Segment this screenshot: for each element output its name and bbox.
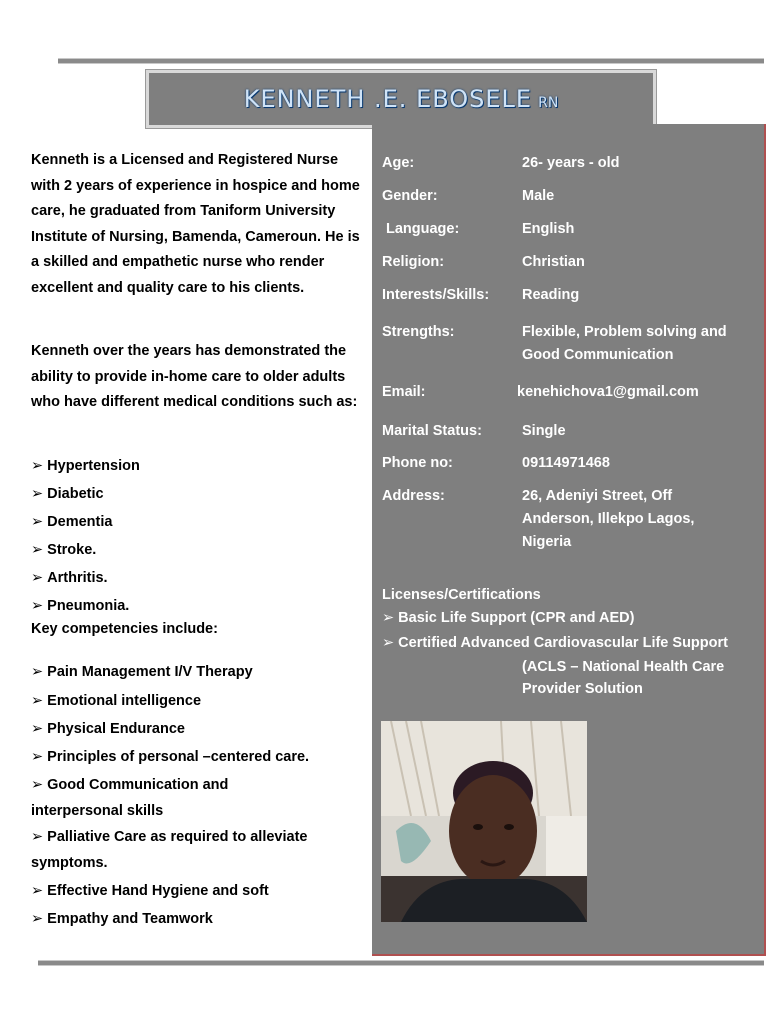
license-label: Basic Life Support (CPR and AED)	[398, 610, 635, 626]
language-value: English	[522, 221, 575, 237]
religion-value: Christian	[522, 254, 585, 270]
licenses-heading: Licenses/Certifications	[382, 587, 541, 603]
strengths-label: Strengths:	[382, 324, 455, 340]
arrow-bullet-icon: ➢	[31, 458, 44, 474]
language-label: Language:	[386, 221, 460, 237]
arrow-bullet-icon: ➢	[382, 635, 395, 651]
address-value: 26, Adeniyi Street, Off Anderson, Illekpo Lagos, Nigeria	[522, 488, 695, 550]
competency-item	[31, 878, 361, 904]
condition-item	[31, 512, 112, 532]
competency-item	[31, 659, 361, 685]
summary-paragraph-1	[31, 148, 367, 301]
competency-item	[31, 716, 361, 742]
age-value: 26- years - old	[522, 155, 620, 171]
condition-label: Stroke.	[47, 542, 97, 558]
condition-item	[31, 596, 129, 616]
condition-item	[31, 484, 104, 504]
arrow-bullet-icon: ➢	[31, 777, 44, 793]
arrow-bullet-icon: ➢	[31, 883, 44, 899]
condition-label: Pneumonia.	[47, 598, 130, 614]
competency-label: Palliative Care as required to alleviate symptoms.	[31, 829, 308, 871]
credential-suffix: RN	[538, 95, 559, 111]
arrow-bullet-icon: ➢	[31, 664, 44, 680]
arrow-bullet-icon: ➢	[31, 514, 44, 530]
arrow-bullet-icon: ➢	[31, 598, 44, 614]
condition-label: Diabetic	[47, 486, 104, 502]
license-continuation: (ACLS – National Health Care Provider Solution	[522, 659, 725, 697]
arrow-bullet-icon: ➢	[31, 486, 44, 502]
condition-label: Arthritis.	[47, 570, 108, 586]
competency-item	[31, 688, 361, 714]
summary-text-1: Kenneth is a Licensed and Registered Nurse with 2 years of experience in hospice and home care, he graduated from Taniform University Institute of Nursing, Bamenda, Cameroun. He is a skilled and empathetic nurse who render excellent and quality care to his clients.	[31, 152, 360, 296]
arrow-bullet-icon: ➢	[31, 542, 44, 558]
age-label: Age:	[382, 155, 415, 171]
bottom-rule	[38, 960, 764, 966]
competency-item	[31, 744, 361, 770]
address-label: Address:	[382, 488, 445, 504]
competency-label: Good Communication and interpersonal skills	[31, 777, 229, 819]
license-item	[382, 635, 728, 651]
condition-item	[31, 568, 108, 588]
religion-label: Religion:	[382, 254, 445, 270]
competency-label: Emotional intelligence	[47, 693, 202, 709]
strengths-value: Flexible, Problem solving and Good Communication	[522, 324, 727, 363]
competency-item	[31, 772, 261, 824]
gender-label: Gender:	[382, 188, 438, 204]
phone-label: Phone no:	[382, 455, 453, 471]
title-banner	[146, 70, 656, 128]
personal-details-panel	[372, 124, 766, 956]
competency-label: Empathy and Teamwork	[47, 911, 213, 927]
key-competencies-heading: Key competencies include:	[31, 621, 218, 637]
arrow-bullet-icon: ➢	[31, 911, 44, 927]
competency-label: Principles of personal –centered care.	[47, 749, 310, 765]
top-rule	[58, 58, 764, 64]
email-label: Email:	[382, 384, 426, 400]
arrow-bullet-icon: ➢	[31, 829, 44, 845]
competency-label: Pain Management I/V Therapy	[47, 664, 253, 680]
condition-item	[31, 456, 140, 476]
competency-label: Effective Hand Hygiene and soft	[47, 883, 269, 899]
competency-item	[31, 906, 361, 932]
arrow-bullet-icon: ➢	[382, 610, 395, 626]
interests-label: Interests/Skills:	[382, 287, 490, 303]
arrow-bullet-icon: ➢	[31, 749, 44, 765]
summary-paragraph-2: Kenneth over the years has demonstrated the ability to provide in-home care to older adults who have different medical conditions such as:	[31, 343, 358, 410]
marital-value: Single	[522, 423, 566, 439]
competency-label: Physical Endurance	[47, 721, 185, 737]
license-label: Certified Advanced Cardiovascular Life Support	[398, 635, 728, 651]
condition-label: Dementia	[47, 514, 113, 530]
interests-value: Reading	[522, 287, 580, 303]
condition-item	[31, 540, 96, 560]
condition-label: Hypertension	[47, 458, 140, 474]
phone-value: 09114971468	[522, 455, 610, 471]
arrow-bullet-icon: ➢	[31, 570, 44, 586]
profile-photo	[381, 721, 587, 922]
arrow-bullet-icon: ➢	[31, 693, 44, 709]
profile-photo-image	[381, 721, 587, 922]
email-value: kenehichova1@gmail.com	[517, 384, 699, 400]
arrow-bullet-icon: ➢	[31, 721, 44, 737]
license-item	[382, 610, 634, 626]
competency-item	[31, 824, 341, 876]
marital-label: Marital Status:	[382, 423, 482, 439]
gender-value: Male	[522, 188, 555, 204]
candidate-name: KENNETH .E. EBOSELE	[243, 85, 533, 113]
